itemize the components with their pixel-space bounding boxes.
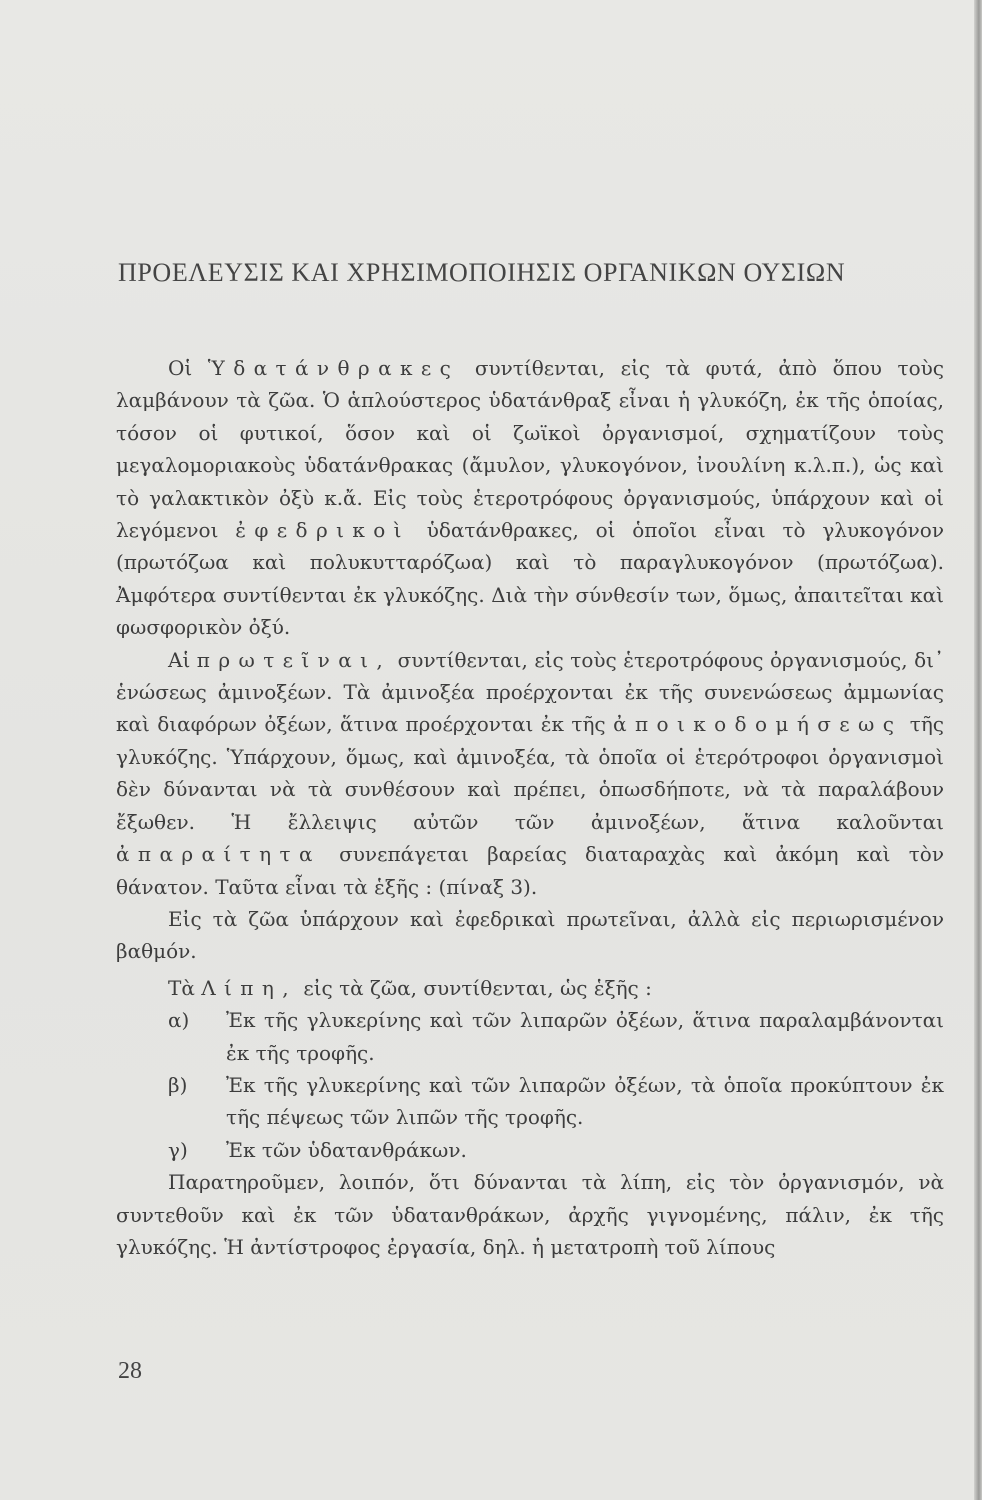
p2-pre: Αἱ [168, 647, 197, 672]
page-number: 28 [118, 1358, 142, 1384]
p1-text-1: συντίθενται, εἰς τὰ φυτά, ἀπὸ ὅπου τοὺς λαμβάνουν τὰ ζῶα. Ὁ ἁπλούστερος ὑδατάνθραξ εἶναι ἡ γλυκόζη, ἐκ τῆς ὁποίας, τόσον οἱ φυτικοί, ὅσον καὶ οἱ ζωϊκοὶ ὀργανισμοί, σχηματίζουν τοὺς μεγαλομοριακοὺς ὑδατάνθρακας (ἄμυλον, γλυκογόνον, ἰνουλίνη κ.λ.π.), ὡς καὶ τὸ γαλακτικὸν ὀξὺ κ.ἄ. Εἰς τοὺς ἑτεροτρόφους ὀργανισμούς, ὑπάρχουν καὶ οἱ λεγόμενοι [116, 356, 944, 543]
list-item-text: Ἐκ τῶν ὑδατανθράκων. [226, 1137, 467, 1162]
term-decomposition: ἀποικοδομήσεως [613, 712, 903, 737]
p4-text-1: εἰς τὰ ζῶα, συντίθενται, ὡς ἑξῆς : [296, 975, 652, 1000]
list-item [116, 1069, 944, 1134]
term-essential: ἀπαραίτητα [116, 842, 321, 867]
list-item-text: Ἐκ τῆς γλυκερίνης καὶ τῶν λιπαρῶν ὀξέων, τὰ ὁποῖα προκύπτουν ἐκ τῆς πέψεως τῶν λιπῶν τῆς τροφῆς. [226, 1072, 944, 1130]
p1-pre: Οἱ [168, 356, 208, 380]
p2-text-3: συνεπάγεται βαρείας διαταραχὰς καὶ ἀκόμη καὶ τὸν θάνατον. Ταῦτα εἶναι τὰ ἑξῆς : (πίναξ 3). [116, 842, 944, 899]
p4-pre: Τὰ [168, 975, 202, 1000]
list-item-label: β) [168, 1072, 188, 1097]
list-item [116, 1004, 944, 1069]
list-item [116, 1134, 944, 1166]
term-carbohydrates: Ὑδατάνθρακες [207, 356, 460, 380]
list-item-text: Ἐκ τῆς γλυκερίνης καὶ τῶν λιπαρῶν ὀξέων, ἅτινα παραλαμβάνονται ἐκ τῆς τροφῆς. [226, 1008, 944, 1065]
term-lipids: Λίπη, [201, 975, 297, 1000]
term-proteins: πρωτεῖναι, [196, 647, 392, 672]
page-edge-shadow [974, 0, 982, 1500]
p2-text-1: συντίθενται, εἰς τοὺς ἑτεροτρόφους ὀργανισμούς, δι᾽ ἑνώσεως ἀμινοξέων. Τὰ ἀμινοξέα προέρχονται ἐκ τῆς συνενώσεως ἀμμωνίας καὶ διαφόρων ὀξέων, ἅτινα προέρχονται ἐκ τῆς [116, 647, 944, 737]
list-item-label: γ) [168, 1137, 188, 1162]
paragraph-lipids [116, 972, 944, 1004]
paragraph-conclusion: Παρατηροῦμεν, λοιπόν, ὅτι δύνανται τὰ λίπη, εἰς τὸν ὀργανισμόν, νὰ συντεθοῦν καὶ ἐκ τῶν ὑδατανθράκων, ἀρχῆς γιγνομένης, πάλιν, ἐκ τῆς γλυκόζης. Ἡ ἀντίστροφος ἐργασία, δηλ. ἡ μετατροπὴ τοῦ λίπους [116, 1170, 944, 1259]
body-text [116, 352, 944, 1263]
paragraph-carbohydrates [116, 352, 944, 644]
paragraph-reserve-proteins: Εἰς τὰ ζῶα ὑπάρχουν καὶ ἐφεδρικαὶ πρωτεῖναι, ἀλλὰ εἰς περιωρισμένον βαθμόν. [116, 906, 944, 964]
term-reserve: ἐφεδρικοὶ [235, 518, 410, 543]
chapter-title: ΠΡΟΕΛΕΥΣΙΣ ΚΑΙ ΧΡΗΣΙΜΟΠΟΙΗΣΙΣ ΟΡΓΑΝΙΚΩΝ ΟΥΣΙΩΝ [118, 258, 846, 287]
p2-text-2: τῆς γλυκόζης. Ὑπάρχουν, ὅμως, καὶ ἀμινοξέα, τὰ ὁποῖα οἱ ἑτερότροφοι ὀργανισμοὶ δὲν δύνανται νὰ τὰ συνθέσουν καὶ πρέπει, ὁπωσδήποτε, νὰ τὰ παραλάβουν ἔξωθεν. Ἡ ἔλλειψις αὐτῶν τῶν ἀμινοξέων, ἅτινα καλοῦνται [116, 712, 944, 834]
p1-text-2: ὑδατάνθρακες, οἱ ὁποῖοι εἶναι τὸ γλυκογόνον (πρωτόζωα καὶ πολυκυτταρόζωα) καὶ τὸ παραγλυκογόνον (πρωτόζωα). Ἀμφότερα συντίθενται ἐκ γλυκόζης. Διὰ τὴν σύνθεσίν των, ὅμως, ἀπαιτεῖται καὶ φωσφορικὸν ὀξύ. [116, 518, 944, 640]
list-item-label: α) [168, 1008, 190, 1033]
paragraph-proteins [116, 644, 944, 903]
